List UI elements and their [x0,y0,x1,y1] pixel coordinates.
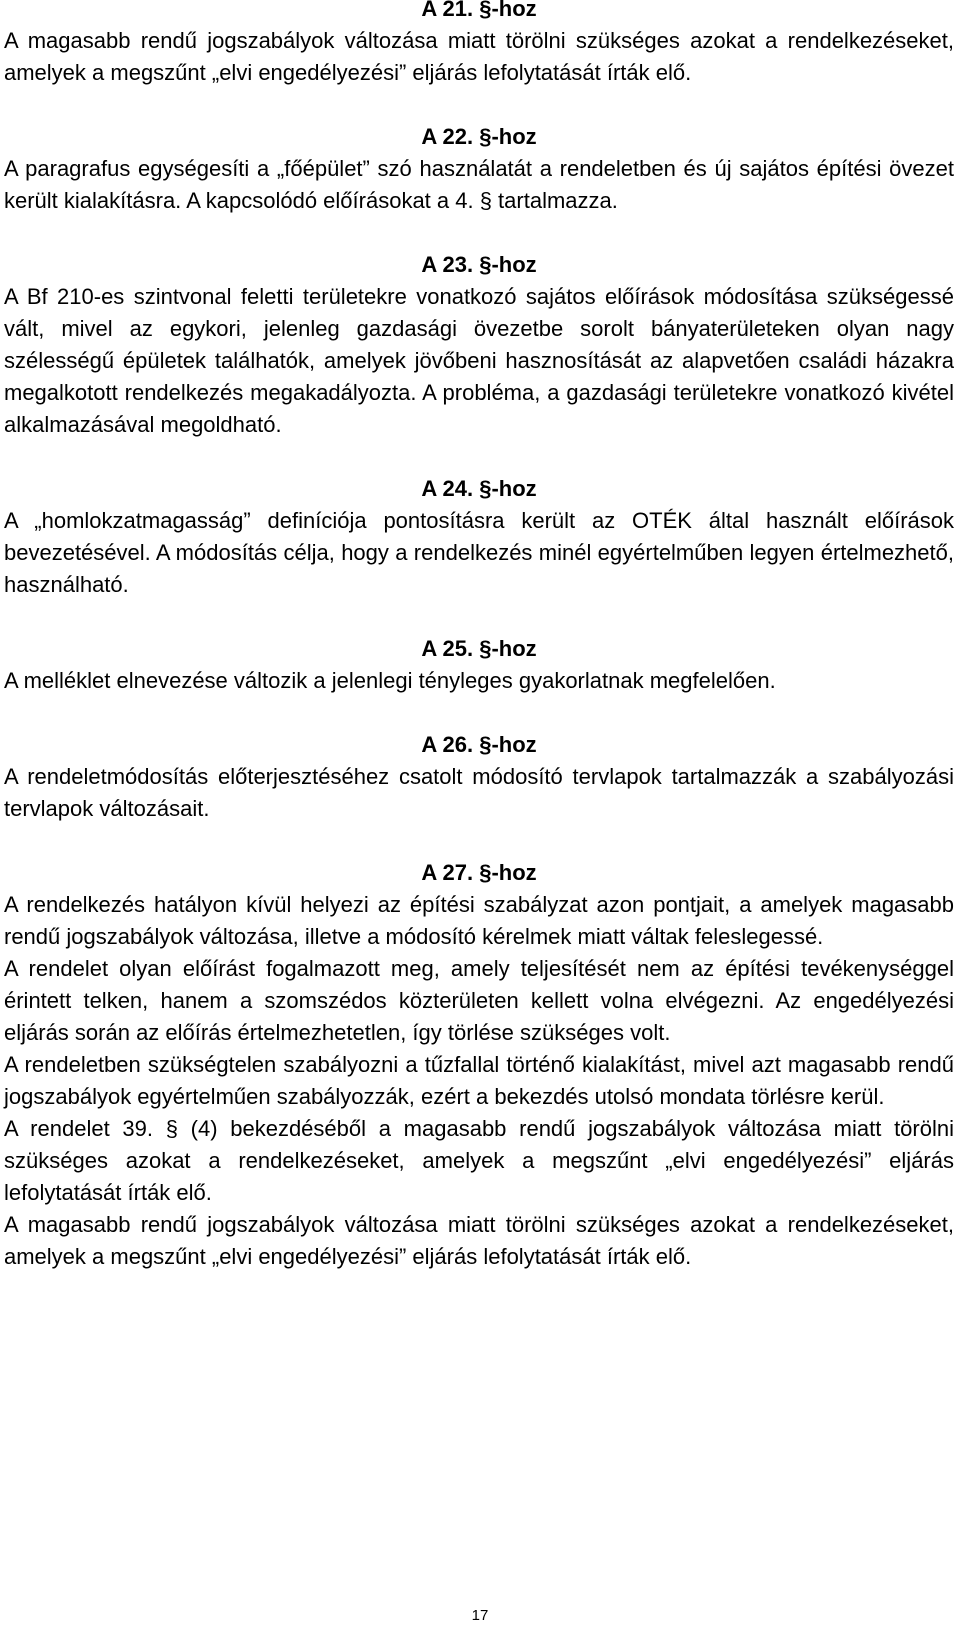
section-paragraph: A rendelet 39. § (4) bekezdéséből a magasabb rendű jogszabályok változása miatt törölni szükséges azokat a rendelkezéseket, amelyek a megszűnt „elvi engedélyezési” eljárás lefolytatását írták elő. [4,1116,954,1205]
section-heading: A 24. §-hoz [421,476,537,501]
spacer [4,89,954,121]
spacer [4,441,954,473]
section-heading: A 21. §-hoz [421,0,537,21]
section-paragraph: A rendeletben szükségtelen szabályozni a tűzfallal történő kialakítást, mivel azt magasabb rendű jogszabályok egyértelműen szabályozzák, ezért a bekezdés utolsó mondata törlésre kerül. [4,1052,954,1109]
section-paragraph: A magasabb rendű jogszabályok változása miatt törölni szükséges azokat a rendelkezéseket, amelyek a megszűnt „elvi engedélyezési” eljárás lefolytatását írták elő. [4,28,954,85]
section-paragraph: A rendeletmódosítás előterjesztéséhez csatolt módosító tervlapok tartalmazzák a szabályozási tervlapok változásait. [4,764,954,821]
section-paragraph: A rendelet olyan előírást fogalmazott meg, amely teljesítését nem az építési tevékenységgel érintett telken, hanem a szomszédos közterületen kellett volna elvégezni. Az engedélyezési eljárás során az előírás értelmezhetetlen, így törlése szükséges volt. [4,956,954,1045]
section-heading: A 25. §-hoz [421,636,537,661]
section-paragraph: A melléklet elnevezése változik a jelenlegi tényleges gyakorlatnak megfelelően. [4,668,776,693]
section-heading: A 27. §-hoz [421,860,537,885]
section-paragraph: A rendelkezés hatályon kívül helyezi az építési szabályzat azon pontjait, a amelyek magasabb rendű jogszabályok változása, illetve a módosító kérelmek miatt váltak feleslegessé. [4,892,954,949]
section-heading: A 23. §-hoz [421,252,537,277]
section-heading: A 26. §-hoz [421,732,537,757]
section-paragraph: A magasabb rendű jogszabályok változása miatt törölni szükséges azokat a rendelkezéseket, amelyek a megszűnt „elvi engedélyezési” eljárás lefolytatását írták elő. [4,1212,954,1269]
section-25 [4,633,954,697]
spacer [4,697,954,729]
spacer [4,601,954,633]
section-27 [4,857,954,1273]
section-paragraph: A paragrafus egységesíti a „főépület” szó használatát a rendeletben és új sajátos építési övezet került kialakításra. A kapcsolódó előírásokat a 4. § tartalmazza. [4,156,954,213]
section-26 [4,729,954,825]
spacer [4,217,954,249]
section-23 [4,249,954,441]
section-24 [4,473,954,601]
section-paragraph: A „homlokzatmagasság” definíciója pontosításra került az OTÉK által használt előírások bevezetésével. A módosítás célja, hogy a rendelkezés minél egyértelműben legyen értelmezhető, használható. [4,508,954,597]
document-page [4,0,954,1273]
spacer [4,825,954,857]
section-22 [4,121,954,217]
section-21 [4,0,954,89]
section-paragraph: A Bf 210-es szintvonal feletti területekre vonatkozó sajátos előírások módosítása szükségessé vált, mivel az egykori, jelenleg gazdasági övezetbe sorolt bányaterületeken olyan nagy szélességű épületek találhatók, amelyek jövőbeni hasznosítását az alapvetően családi házakra megalkotott rendelkezés megakadályozta. A probléma, a gazdasági területekre vonatkozó kivétel alkalmazásával megoldható. [4,284,954,437]
page-number: 17 [471,1607,489,1624]
section-heading: A 22. §-hoz [421,124,537,149]
